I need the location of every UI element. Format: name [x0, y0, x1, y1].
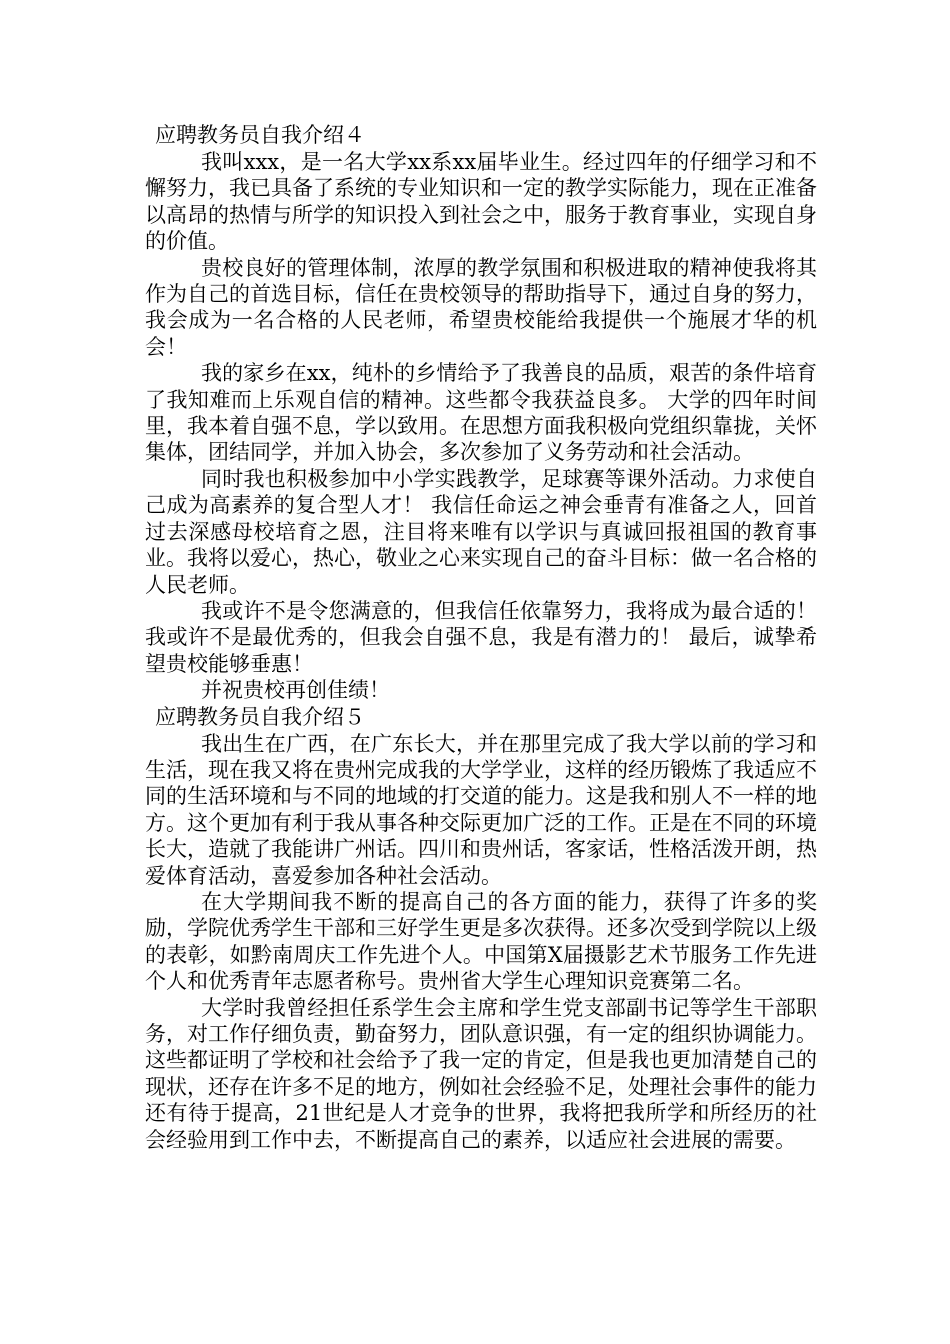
- section-self-intro-4: [145, 122, 817, 704]
- paragraph: 在大学期间我不断的提高自己的各方面的能力，获得了许多的奖励，学院优秀学生干部和三好学生更是多次获得。还多次受到学院以上级的表彰，如黔南周庆工作先进个人。中国第X届摄影艺术节服务工作先进个人和优秀青年志愿者称号。贵州省大学生心理知识竞赛第二名。: [145, 889, 817, 994]
- paragraph: 大学时我曾经担任系学生会主席和学生党支部副书记等学生干部职务，对工作仔细负责，勤奋努力，团队意识强，有一定的组织协调能力。这些都证明了学校和社会给予了我一定的肯定，但是我也更加清楚自己的现状，还存在许多不足的地方，例如社会经验不足，处理社会事件的能力还有待于提高，21世纪是人才竞争的世界，我将把我所学和所经历的社会经验用到工作中去，不断提高自己的素养，以适应社会进展的需要。: [145, 995, 817, 1152]
- document-page: [145, 122, 817, 1153]
- paragraph: 我的家乡在xx，纯朴的乡情给予了我善良的品质，艰苦的条件培育了我知难而上乐观自信的精神。这些都令我获益良多。 大学的四年时间里，我本着自强不息，学以致用。在思想方面我积极向党组织靠拢，关怀集体，团结同学，并加入协会，多次参加了义务劳动和社会活动。: [145, 361, 817, 465]
- paragraph: 我叫xxx，是一名大学xx系xx届毕业生。经过四年的仔细学习和不懈努力，我已具备了系统的专业知识和一定的教学实际能力，现在正准备以高昂的热情与所学的知识投入到社会之中，服务于教育事业，实现自身的价值。: [145, 150, 817, 254]
- paragraph: 我或许不是令您满意的，但我信任依靠努力，我将成为最合适的！ 我或许不是最优秀的，但我会自强不息，我是有潜力的！ 最后，诚挚希望贵校能够垂惠！: [145, 598, 817, 676]
- paragraph: 同时我也积极参加中小学实践教学，足球赛等课外活动。力求使自己成为高素养的复合型人才！ 我信任命运之神会垂青有准备之人，回首过去深感母校培育之恩，注目将来唯有以学识与真诚回报祖国的教育事业。我将以爱心，热心，敬业之心来实现自己的奋斗目标：做一名合格的人民老师。: [145, 466, 817, 597]
- section-heading: 应聘教务员自我介绍４: [155, 123, 365, 147]
- section-heading: 应聘教务员自我介绍５: [155, 704, 365, 729]
- paragraph: 并祝贵校再创佳绩！: [201, 678, 390, 703]
- paragraph: 贵校良好的管理体制，浓厚的教学氛围和积极进取的精神使我将其作为自己的首选目标，信任在贵校领导的帮助指导下，通过自身的努力，我会成为一名合格的人民老师，希望贵校能给我提供一个施展才华的机会！: [145, 255, 817, 359]
- section-self-intro-5: [145, 704, 817, 1154]
- paragraph: 我出生在广西，在广东长大，并在那里完成了我大学以前的学习和生活，现在我又将在贵州完成我的大学学业，这样的经历锻炼了我适应不同的生活环境和与不同的地域的打交道的能力。这是我和别人不一样的地方。这个更加有利于我从事各种交际更加广泛的工作。正是在不同的环境长大，造就了我能讲广州话。四川和贵州话，客家话，性格活泼开朗，热爱体育活动，喜爱参加各种社会活动。: [145, 731, 817, 888]
